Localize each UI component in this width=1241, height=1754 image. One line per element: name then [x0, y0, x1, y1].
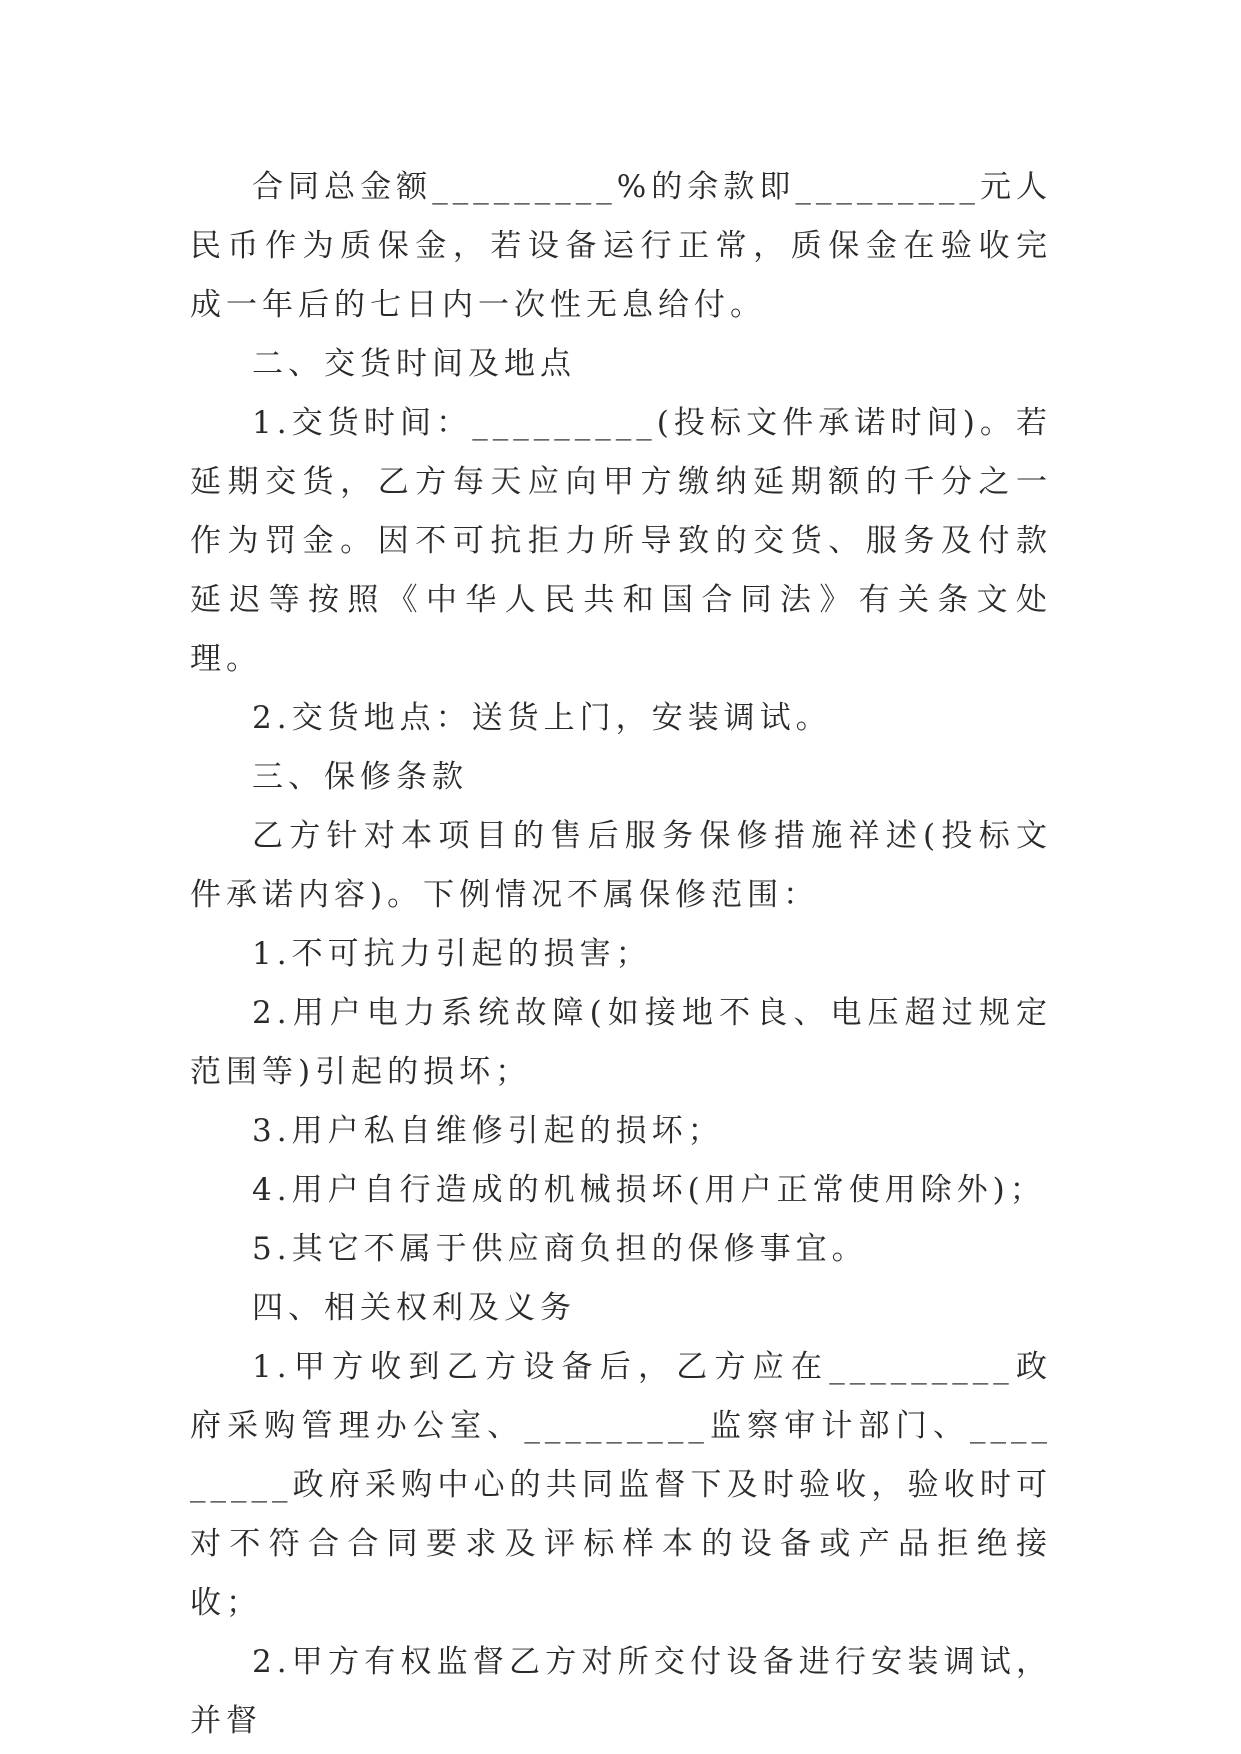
list-item-warranty-exclusion-5: 5.其它不属于供应商负担的保修事宜。	[252, 1231, 868, 1267]
paragraph-retention-money: 合同总金额_________%的余款即_________元人民币作为质保金，若设备运行正常，质保金在验收完成一年后的七日内一次性无息给付。	[190, 169, 1052, 323]
document-body	[190, 158, 1052, 1751]
section-heading-delivery: 二、交货时间及地点	[252, 346, 576, 382]
list-item-warranty-exclusion-4: 4.用户自行造成的机械损坏(用户正常使用除外)；	[252, 1172, 1046, 1208]
paragraph-delivery-time: 1.交货时间：_________(投标文件承诺时间)。若延期交货，乙方每天应向甲方缴纳延期额的千分之一作为罚金。因不可抗拒力所导致的交货、服务及付款延迟等按照《中华人民共和国合同法》有关条文处理。	[190, 405, 1052, 677]
list-item-warranty-exclusion-3: 3.用户私自维修引起的损坏；	[252, 1113, 724, 1149]
paragraph-warranty-intro: 乙方针对本项目的售后服务保修措施祥述(投标文件承诺内容)。下例情况不属保修范围：	[190, 818, 1052, 913]
list-item-warranty-exclusion-1: 1.不可抗力引起的损害；	[252, 936, 652, 972]
list-item-rights-2: 2.甲方有权监督乙方对所交付设备进行安装调试，并督	[190, 1644, 1052, 1739]
list-item-rights-1: 1.甲方收到乙方设备后，乙方应在_________政府采购管理办公室、_________监察审计部门、_________政府采购中心的共同监督下及时验收，验收时可对不符合合同要求及评标样本的设备或产品拒绝接收；	[190, 1349, 1052, 1621]
list-item-warranty-exclusion-2: 2.用户电力系统故障(如接地不良、电压超过规定范围等)引起的损坏；	[190, 995, 1052, 1090]
paragraph-delivery-place: 2.交货地点：送货上门，安装调试。	[252, 700, 832, 736]
section-heading-warranty: 三、保修条款	[252, 759, 468, 795]
section-heading-rights: 四、相关权利及义务	[252, 1290, 576, 1326]
